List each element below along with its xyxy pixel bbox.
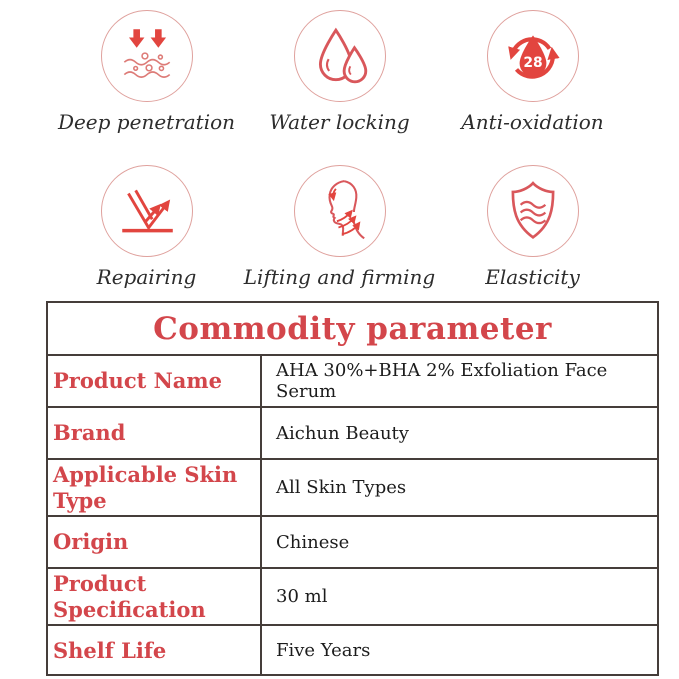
row-label-origin: Origin <box>47 516 261 568</box>
table-row <box>47 355 658 407</box>
anti-oxidation-icon <box>500 23 566 89</box>
repairing-icon <box>114 178 180 244</box>
table-title: Commodity parameter <box>47 302 658 355</box>
commodity-parameter-table <box>46 301 659 676</box>
feature-anti-oxidation <box>436 10 629 137</box>
feature-circle <box>487 165 579 257</box>
table-row <box>47 568 658 625</box>
elasticity-icon <box>500 178 566 244</box>
row-label-shelf-life: Shelf Life <box>47 625 261 675</box>
row-value-brand: Aichun Beauty <box>261 407 658 459</box>
deep-penetration-icon <box>114 23 180 89</box>
feature-water-locking <box>243 10 436 137</box>
table-row <box>47 459 658 516</box>
lifting-firming-icon <box>307 178 373 244</box>
row-label-brand: Brand <box>47 407 261 459</box>
feature-circle <box>101 165 193 257</box>
feature-circle <box>294 165 386 257</box>
table-row <box>47 516 658 568</box>
row-value-origin: Chinese <box>261 516 658 568</box>
feature-label: Anti-oxidation <box>461 110 604 134</box>
feature-circle <box>294 10 386 102</box>
row-value-product-specification: 30 ml <box>261 568 658 625</box>
row-label-applicable-skin-type: Applicable Skin Type <box>47 459 261 516</box>
feature-label: Deep penetration <box>57 110 236 134</box>
row-label-product-name: Product Name <box>47 355 261 407</box>
feature-repairing <box>50 165 243 292</box>
row-value-product-name: AHA 30%+BHA 2% Exfoliation Face Serum <box>261 355 658 407</box>
water-locking-icon <box>307 23 373 89</box>
anti-oxidation-badge: 28 <box>522 54 543 71</box>
table-row <box>47 625 658 675</box>
feature-label: Repairing <box>96 265 197 289</box>
feature-label: Lifting and firming <box>243 265 436 289</box>
feature-circle <box>487 10 579 102</box>
feature-deep-penetration <box>50 10 243 137</box>
feature-elasticity <box>436 165 629 292</box>
table-row <box>47 407 658 459</box>
row-value-shelf-life: Five Years <box>261 625 658 675</box>
row-label-product-specification: Product Specification <box>47 568 261 625</box>
feature-grid <box>0 0 679 292</box>
feature-circle <box>101 10 193 102</box>
row-value-applicable-skin-type: All Skin Types <box>261 459 658 516</box>
feature-lifting-firming <box>243 165 436 292</box>
feature-label: Water locking <box>269 110 410 134</box>
feature-label: Elasticity <box>485 265 580 289</box>
